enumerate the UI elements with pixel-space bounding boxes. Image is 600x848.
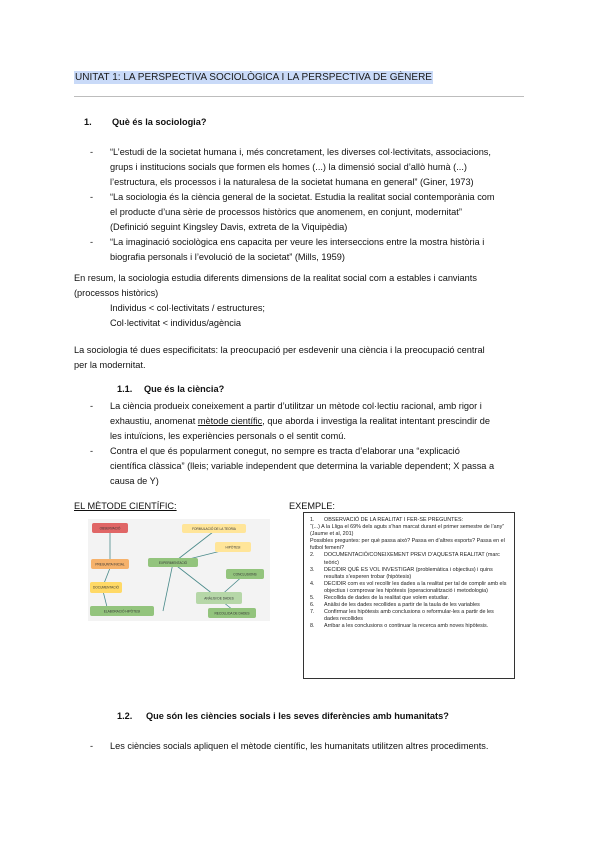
bullet-dash: - bbox=[90, 147, 94, 157]
example-item-number: 6. bbox=[310, 602, 315, 609]
diagram-node-label: CONCLUSIONS bbox=[233, 572, 257, 577]
example-item bbox=[310, 602, 508, 609]
science-line: les intuïcions, les experiències personals o el sentit comú. bbox=[110, 431, 346, 441]
indent-line-2: Col·lectivitat < individus/agència bbox=[110, 318, 241, 328]
example-item bbox=[310, 567, 508, 581]
diagram-node-label: DOCUMENTACIÓ bbox=[93, 585, 119, 590]
example-item bbox=[310, 552, 508, 566]
example-item-text: Arribar a les conclusions o continuar la recerca amb noves hipòtesis. bbox=[324, 623, 489, 630]
humanities-text: Les ciències socials apliquen el mètode científic, les humanitats utilitzen altres procediments. bbox=[110, 741, 489, 751]
example-item-number: 2. bbox=[310, 552, 315, 559]
specifics-line: per la modernitat. bbox=[74, 360, 146, 370]
bullet-dash: - bbox=[90, 446, 94, 456]
specifics-paragraph bbox=[74, 343, 528, 373]
example-item bbox=[310, 609, 508, 623]
science-line: Contra el que és popularment conegut, no sempre es tracta d’elaborar una “explicació bbox=[110, 446, 460, 456]
science-line: La ciència produeix coneixement a partir d’utilitzar un mètode col·lectiu racional, amb rigor i bbox=[110, 401, 482, 411]
diagram-node-label: HIPÒTESI bbox=[225, 545, 241, 550]
specifics-line: La sociologia té dues especificitats: la preocupació per esdevenir una ciència i la preocupació central bbox=[74, 345, 485, 355]
science-line bbox=[110, 414, 528, 429]
summary-paragraph bbox=[74, 271, 528, 301]
scientific-method-link[interactable]: mètode científic bbox=[197, 416, 263, 426]
science-bullet-1 bbox=[90, 399, 528, 444]
diagram-node-label: ELABORACIÓ HIPÒTESI bbox=[103, 609, 141, 614]
example-item bbox=[310, 595, 508, 602]
bullet-dash: - bbox=[90, 237, 94, 247]
method-label: EL MÈTODE CIENTÍFIC: bbox=[74, 501, 177, 511]
quote-line: l’estructura, els processos i la naturalesa de la societat humana en general” (Giner, 1973) bbox=[110, 177, 474, 187]
science-line: causa de Y) bbox=[110, 476, 159, 486]
example-item bbox=[310, 538, 508, 552]
page-title: UNITAT 1: LA PERSPECTIVA SOCIOLÒGICA I LA PERSPECTIVA DE GÈNERE bbox=[75, 72, 432, 83]
section-1-2-number: 1.2. bbox=[117, 711, 133, 721]
example-item-text: Recollida de dades de la realitat que volem estudiar. bbox=[324, 595, 449, 602]
quote-line: “La sociologia és la ciència general de la societat. Estudia la realitat social contemporània com bbox=[110, 192, 495, 202]
example-item-text: DECIDIR QUÈ ES VOL INVESTIGAR (problemàtica i objectius) i quins resultats s’esperen trobar (hipòtesis) bbox=[324, 566, 493, 580]
bullet-dash: - bbox=[90, 401, 94, 411]
diagram-node-label: RECOLLIDA DE DADES bbox=[214, 611, 250, 616]
quote-bullet-davis bbox=[90, 190, 528, 235]
example-item-text: Confirmar les hipòtesis amb conclusions o reformular-les a partir de les dades recollides bbox=[324, 609, 494, 623]
quote-bullet-mills bbox=[90, 235, 528, 265]
example-item bbox=[310, 517, 508, 524]
diagram-node-label: ANÀLISI DE DADES bbox=[204, 596, 234, 601]
section-1-number: 1. bbox=[84, 117, 92, 127]
example-item-text: DECIDIR com es vol recollir les dades a la realitat per tal de complir amb els objectius i comprovar les hipòtesis (operacionalització i metodologia) bbox=[324, 580, 507, 594]
diagram-node-label: EXPERIMENTACIÓ bbox=[158, 561, 188, 565]
diagram-node-label: FORMULACIÓ DE LA TEORIA bbox=[192, 527, 236, 531]
example-item-text: Anàlisi de les dades recollides a partir de la taula de les variables bbox=[324, 602, 480, 609]
quote-line: “L’estudi de la societat humana i, més concretament, les diverses col·lectivitats, associacions, bbox=[110, 147, 491, 157]
quote-line: “La imaginació sociològica ens capacita per veure les interseccions entre la mostra història i bbox=[110, 237, 485, 247]
example-item-number: 4. bbox=[310, 580, 315, 587]
example-item-number: 8. bbox=[310, 623, 315, 630]
section-1-1-number: 1.1. bbox=[117, 384, 133, 394]
science-text: exhaustiu, anomenat bbox=[110, 416, 198, 426]
example-item-number: 1. bbox=[310, 517, 315, 523]
example-label: EXEMPLE: bbox=[289, 501, 335, 511]
quote-line: grups i institucions socials que formen els homes (...) la dimensió social d’allò humà (...) bbox=[110, 162, 467, 172]
bullet-dash: - bbox=[90, 192, 94, 202]
quote-line: (Definició seguint Kingsley Davis, extreta de la Viquipèdia) bbox=[110, 222, 348, 232]
summary-line: En resum, la sociologia estudia diferents dimensions de la realitat social com a estables i canviants bbox=[74, 273, 477, 283]
diagram-node-label: PREGUNTA INICIAL bbox=[95, 562, 125, 567]
example-item-text: OBSERVACIÓ DE LA REALITAT I FER-SE PREGUNTES: bbox=[324, 517, 464, 523]
example-item-number: 3. bbox=[310, 566, 315, 573]
example-item-text: DOCUMENTACIÓ/CONEIXEMENT PREVI D’AQUESTA REALITAT (marc teòric) bbox=[324, 552, 500, 566]
science-text: , que aborda i investiga la realitat intentant prescindir de bbox=[262, 416, 491, 426]
quote-line: biografia personals i l’evolució de la societat” (Mills, 1959) bbox=[110, 252, 345, 262]
example-item bbox=[310, 581, 508, 595]
summary-line: (processos històrics) bbox=[74, 288, 159, 298]
example-item-number: 5. bbox=[310, 595, 315, 602]
science-bullet-2 bbox=[90, 444, 528, 489]
diagram-node-label: OBSERVACIÓ bbox=[99, 526, 121, 531]
indent-line-1: Individus < col·lectivitats / estructures; bbox=[110, 303, 265, 313]
section-1-bullets bbox=[90, 145, 528, 265]
example-box bbox=[303, 512, 515, 679]
example-item bbox=[310, 623, 508, 630]
section-1-1-heading: Que és la ciència? bbox=[144, 384, 225, 394]
science-line: científica clàssica” (lleis; variable independent que determina la variable dependent; X passa a bbox=[110, 461, 495, 471]
section-1-2-heading: Que són les ciències socials i les seves diferències amb humanitats? bbox=[146, 711, 449, 721]
section-1-1-bullets bbox=[90, 399, 528, 489]
quote-line: el producte d’una sèrie de processos històrics que anomenem, en conjunt, modernitat” bbox=[110, 207, 462, 217]
example-item bbox=[310, 524, 508, 538]
example-item-text: Possibles preguntes: per què passa això? Passa en d’altres esports? Passa en el futbol femení? bbox=[310, 538, 505, 552]
example-item-text: “(...) A la Lliga el 69% dels aguts s’han marcat durant el primer semestre de l’any” (Jaume et al, 201) bbox=[310, 524, 505, 538]
scientific-method-diagram bbox=[88, 519, 270, 621]
bullet-dash: - bbox=[90, 741, 94, 751]
example-item-number: 7. bbox=[310, 609, 315, 616]
title-divider bbox=[74, 96, 524, 97]
quote-bullet-giner bbox=[90, 145, 528, 190]
section-1-heading: Què és la sociologia? bbox=[112, 117, 207, 127]
